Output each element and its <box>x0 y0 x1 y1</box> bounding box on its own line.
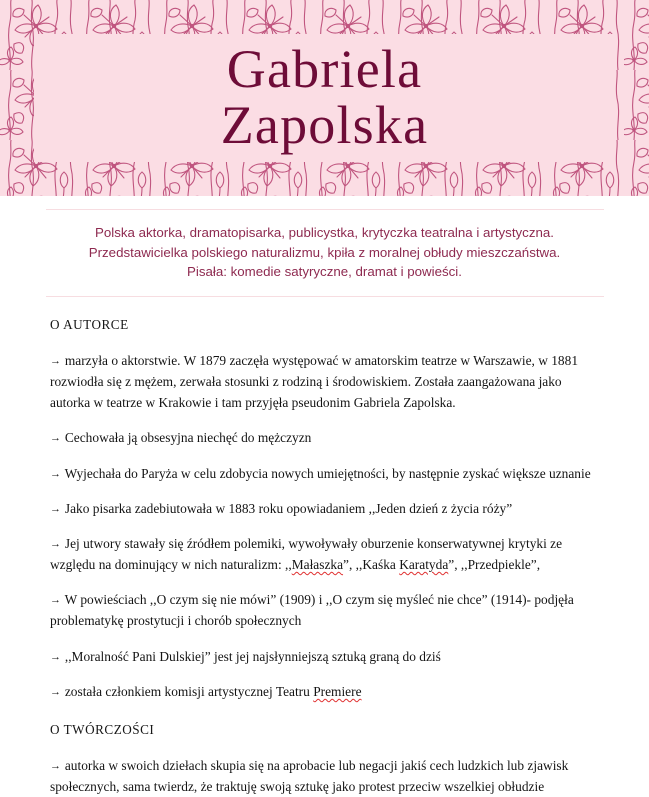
arrow-bullet-icon: → <box>50 650 62 663</box>
bullet-text: Cechowała ją obsesyjna niechęć do mężczyzn <box>64 430 312 446</box>
section-heading: O TWÓRCZOŚCI <box>50 721 155 737</box>
subtitle-line-1: Polska aktorka, dramatopisarka, publicystka, krytyczka teatralna i artystyczna. <box>95 225 554 240</box>
misspelled-word: Małaszka <box>291 557 344 573</box>
bullet-text: ”, ,,Przedpiekle”, <box>448 557 541 573</box>
bullet-item <box>50 681 605 702</box>
arrow-bullet-icon: → <box>50 502 62 515</box>
arrow-bullet-icon: → <box>50 685 62 698</box>
misspelled-word: Karatyda <box>399 557 449 573</box>
arrow-bullet-icon: → <box>50 594 62 607</box>
document-body <box>0 315 649 797</box>
bullet-item <box>50 498 605 519</box>
arrow-bullet-icon: → <box>50 759 62 772</box>
bullet-item <box>50 350 605 414</box>
bullet-item <box>50 646 605 667</box>
bullet-text: ”, ,,Kaśka <box>343 557 400 573</box>
arrow-bullet-icon: → <box>50 467 62 480</box>
bullet-text: W powieściach ,,O czym się nie mówi” (1909) i ,,O czym się myśleć nie chce” (1914)- podjęła problematykę prostytucji i chorób społecznych <box>50 592 574 629</box>
subtitle-line-3: Pisała: komedie satyryczne, dramat i powieści. <box>187 264 462 280</box>
arrow-bullet-icon: → <box>50 432 62 445</box>
misspelled-word: Premiere <box>313 683 362 699</box>
divider-bottom <box>46 296 604 297</box>
bullet-item <box>50 463 605 484</box>
bullet-text: Jako pisarka zadebiutowała w 1883 roku opowiadaniem ,,Jeden dzień z życia róży” <box>64 500 513 516</box>
bullet-item <box>50 427 605 448</box>
bullet-text: Wyjechała do Paryża w celu zdobycia nowych umiejętności, by następnie zyskać większe uznanie <box>64 465 591 481</box>
page-title-line-2: Zapolska <box>220 95 429 155</box>
bullet-item <box>50 533 605 575</box>
arrow-bullet-icon: → <box>50 354 62 367</box>
bullet-text: ,,Moralność Pani Dulskiej” jest jej najsłynniejszą sztuką graną do dziś <box>64 648 441 664</box>
header-banner <box>0 0 649 196</box>
bullet-text: Jej utwory stawały się źródłem polemiki, wywoływały oburzenie konserwatywnej krytyki ze względu na dominujący w nich naturalizm: ,, <box>50 535 563 573</box>
bullet-text: została członkiem komisji artystycznej Teatru <box>64 683 314 699</box>
header-title-plate <box>34 34 615 162</box>
section-heading: O AUTORCE <box>50 317 129 333</box>
subtitle-line-2: Przedstawicielka polskiego naturalizmu, kpiła z moralnej obłudy mieszczaństwa. <box>88 244 561 260</box>
page-title-line-1: Gabriela <box>226 39 423 100</box>
bullet-text: marzyła o aktorstwie. W 1879 zaczęła występować w amatorskim teatrze w Warszawie, w 1881 rozwiodła się z mężem, zerwała stosunki z rodziną i środowiskiem. Została zaangażowana jako autorka w teatrze w Krakowie i tam przyjęła pseudonim Gabriela Zapolska. <box>50 352 579 411</box>
bullet-text: autorka w swoich dziełach skupia się na aprobacie lub negacji jakiś cech ludzkich lub zjawisk społecznych, sama twierdz, że traktuję swoją sztukę jako protest przeciw wszelkiej obłudzie <box>50 757 569 794</box>
arrow-bullet-icon: → <box>50 537 62 550</box>
bullet-item <box>50 755 605 797</box>
bullet-item <box>50 589 605 631</box>
subtitle-block <box>0 210 649 282</box>
